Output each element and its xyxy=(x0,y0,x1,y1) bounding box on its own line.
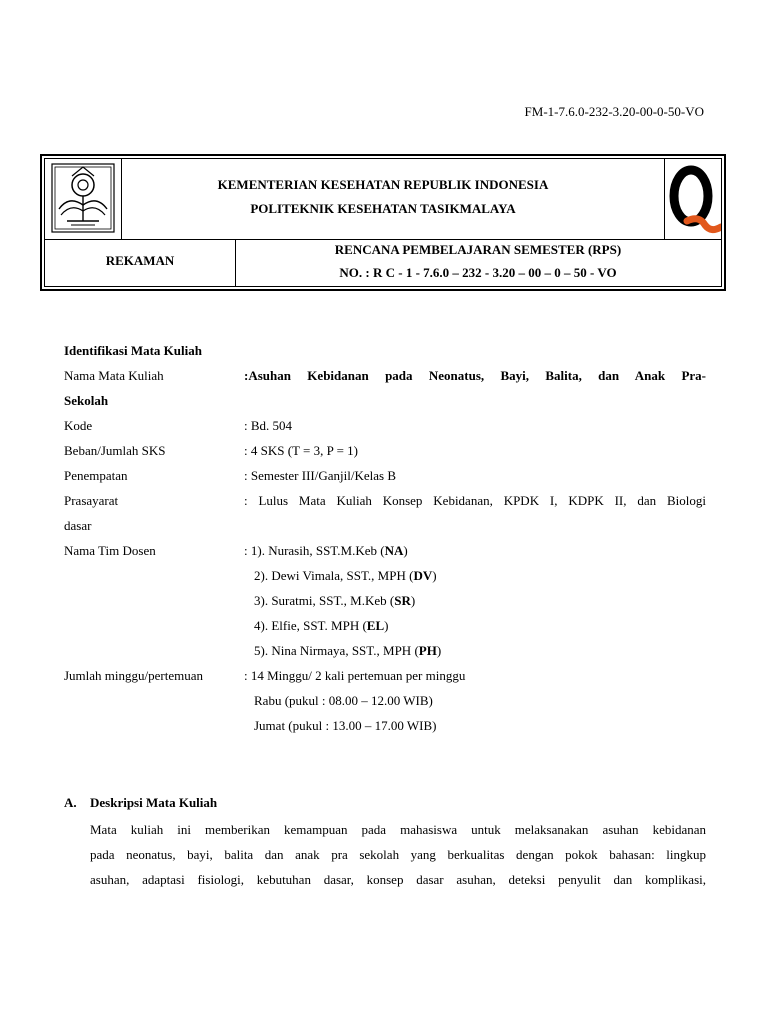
quality-logo-cell xyxy=(664,159,721,239)
code-row xyxy=(64,415,706,440)
q-quality-icon xyxy=(665,159,721,239)
section-title: Identifikasi Mata Kuliah xyxy=(64,343,202,358)
course-name-label: Nama Mata Kuliah xyxy=(64,368,164,383)
course-name-row xyxy=(64,365,706,390)
lecturer-item: 2). Dewi Vimala, SST., MPH (DV) xyxy=(254,568,437,583)
ministry-name: KEMENTERIAN KESEHATAN REPUBLIK INDONESIA xyxy=(217,177,549,192)
lecturer-code: NA xyxy=(384,543,404,558)
code-label: Kode xyxy=(64,418,93,433)
lecturer-item: 5). Nina Nirmaya, SST., MPH (PH) xyxy=(254,643,442,658)
weeks-value: : 14 Minggu/ 2 kali pertemuan per minggu xyxy=(244,668,466,683)
credits-label: Beban/Jumlah SKS xyxy=(64,443,166,458)
header-table xyxy=(40,154,726,291)
institution-name: POLITEKNIK KESEHATAN TASIKMALAYA xyxy=(250,201,516,216)
credits-row xyxy=(64,440,706,465)
credits-value: : 4 SKS (T = 3, P = 1) xyxy=(244,443,358,458)
lecturer-code: SR xyxy=(394,593,411,608)
form-number: NO. : R C - 1 - 7.6.0 – 232 - 3.20 – 00 – 0 – 50 - VO xyxy=(339,265,617,280)
placement-row xyxy=(64,465,706,490)
description-number: A. xyxy=(64,795,77,810)
description-line: pada neonatus, bayi, balita dan anak pra sekolah yang berkualitas dengan pokok bahasan: lingkup xyxy=(90,847,706,862)
lecturer-label: Nama Tim Dosen xyxy=(64,543,156,558)
prerequisite-row xyxy=(64,490,706,515)
description-line: Mata kuliah ini memberikan kemampuan pada mahasiswa untuk melaksanakan asuhan kebidanan xyxy=(90,822,706,837)
description-line: asuhan, adaptasi fisiologi, kebutuhan dasar, konsep dasar asuhan, deteksi penyulit dan komplikasi, xyxy=(90,872,706,887)
prerequisite-label: Prasayarat xyxy=(64,493,119,508)
prerequisite-value: : Lulus Mata Kuliah Konsep Kebidanan, KPDK I, KDPK II, dan Biologi xyxy=(244,493,706,508)
placement-label: Penempatan xyxy=(64,468,128,483)
lecturer-item: : 1). Nurasih, SST.M.Keb (NA) xyxy=(244,543,408,558)
header-inner-frame xyxy=(44,158,722,287)
description-title: Deskripsi Mata Kuliah xyxy=(90,795,218,810)
schedule-friday: Jumat (pukul : 13.00 – 17.00 WIB) xyxy=(254,718,437,733)
lecturer-row xyxy=(64,540,706,565)
schedule-wednesday: Rabu (pukul : 08.00 – 12.00 WIB) xyxy=(254,693,433,708)
course-name-continuation: Sekolah xyxy=(64,393,109,408)
header-row-divider xyxy=(45,239,721,240)
lecturer-item: 4). Elfie, SST. MPH (EL) xyxy=(254,618,389,633)
kemenkes-emblem-icon xyxy=(45,159,121,239)
lecturer-item: 3). Suratmi, SST., M.Keb (SR) xyxy=(254,593,416,608)
weeks-label: Jumlah minggu/pertemuan xyxy=(64,668,204,683)
course-name-value: :Asuhan Kebidanan pada Neonatus, Bayi, Balita, dan Anak Pra- xyxy=(244,368,706,383)
lecturer-code: DV xyxy=(413,568,433,583)
logo-cell xyxy=(45,159,122,239)
record-label: REKAMAN xyxy=(105,253,175,268)
form-title: RENCANA PEMBELAJARAN SEMESTER (RPS) xyxy=(334,242,622,257)
placement-value: : Semester III/Ganjil/Kelas B xyxy=(244,468,396,483)
lecturer-code: PH xyxy=(418,643,437,658)
identification-section xyxy=(64,340,706,740)
weeks-row xyxy=(64,665,706,690)
lecturer-code: EL xyxy=(366,618,385,633)
document-code: FM-1-7.6.0-232-3.20-00-0-50-VO xyxy=(524,104,704,119)
prerequisite-continuation: dasar xyxy=(64,518,92,533)
description-heading xyxy=(64,792,706,817)
code-value: : Bd. 504 xyxy=(244,418,293,433)
description-section xyxy=(64,792,706,892)
